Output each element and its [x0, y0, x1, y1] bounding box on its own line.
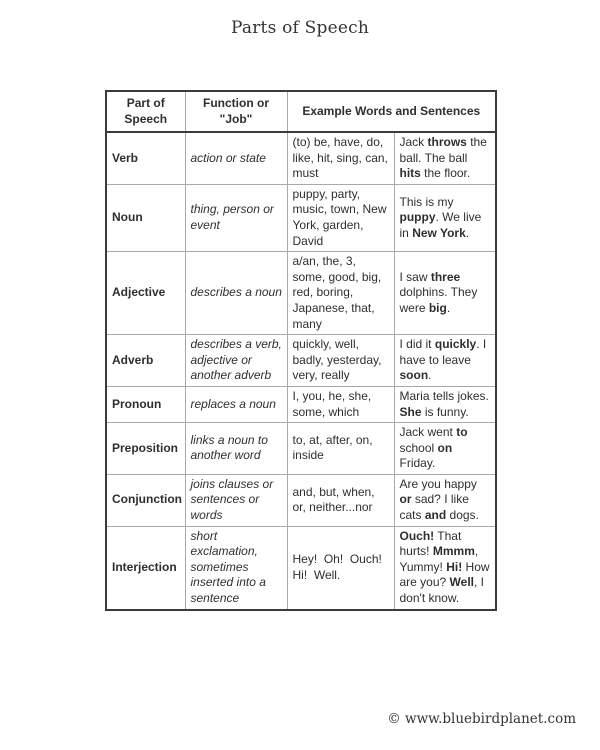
example-sentence-cell: Are you happy or sad? I like cats and dogs. — [394, 474, 496, 526]
page-title: Parts of Speech — [231, 18, 369, 38]
table-row — [106, 132, 496, 184]
part-of-speech-cell: Noun — [106, 184, 185, 251]
part-of-speech-cell: Preposition — [106, 423, 185, 475]
function-cell: thing, person or event — [185, 184, 287, 251]
part-of-speech-cell: Adjective — [106, 252, 185, 335]
table-row — [106, 474, 496, 526]
header-function: Function or "Job" — [185, 91, 287, 132]
function-cell: describes a noun — [185, 252, 287, 335]
header-examples: Example Words and Sentences — [287, 91, 496, 132]
example-words-cell: to, at, after, on, inside — [287, 423, 394, 475]
example-sentence-cell: Jack went to school on Friday. — [394, 423, 496, 475]
table-row — [106, 252, 496, 335]
example-sentence-cell: Maria tells jokes. She is funny. — [394, 386, 496, 422]
table-row — [106, 386, 496, 422]
table-row — [106, 423, 496, 475]
table-body — [106, 132, 496, 610]
example-words-cell: puppy, party, music, town, New York, garden, David — [287, 184, 394, 251]
part-of-speech-cell: Conjunction — [106, 474, 185, 526]
part-of-speech-cell: Adverb — [106, 335, 185, 387]
table-row — [106, 526, 496, 609]
part-of-speech-cell: Interjection — [106, 526, 185, 609]
example-words-cell: (to) be, have, do, like, hit, sing, can, must — [287, 132, 394, 184]
function-cell: links a noun to another word — [185, 423, 287, 475]
example-sentence-cell: Jack throws the ball. The ball hits the floor. — [394, 132, 496, 184]
copyright-text: © www.bluebirdplanet.com — [387, 711, 576, 727]
table-row — [106, 335, 496, 387]
function-cell: action or state — [185, 132, 287, 184]
function-cell: short exclamation, sometimes inserted into a sentence — [185, 526, 287, 609]
example-sentence-cell: This is my puppy. We live in New York. — [394, 184, 496, 251]
example-words-cell: a/an, the, 3, some, good, big, red, boring, Japanese, that, many — [287, 252, 394, 335]
part-of-speech-cell: Pronoun — [106, 386, 185, 422]
example-sentence-cell: I saw three dolphins. They were big. — [394, 252, 496, 335]
function-cell: joins clauses or sentences or words — [185, 474, 287, 526]
example-sentence-cell: Ouch! That hurts! Mmmm, Yummy! Hi! How are you? Well, I don't know. — [394, 526, 496, 609]
example-words-cell: I, you, he, she, some, which — [287, 386, 394, 422]
example-words-cell: Hey! Oh! Ouch! Hi! Well. — [287, 526, 394, 609]
part-of-speech-cell: Verb — [106, 132, 185, 184]
parts-of-speech-table — [105, 90, 497, 611]
header-part-of-speech: Part of Speech — [106, 91, 185, 132]
example-words-cell: quickly, well, badly, yesterday, very, really — [287, 335, 394, 387]
example-sentence-cell: I did it quickly. I have to leave soon. — [394, 335, 496, 387]
table-row — [106, 184, 496, 251]
function-cell: describes a verb, adjective or another adverb — [185, 335, 287, 387]
function-cell: replaces a noun — [185, 386, 287, 422]
example-words-cell: and, but, when, or, neither...nor — [287, 474, 394, 526]
table-header-row — [106, 91, 496, 132]
